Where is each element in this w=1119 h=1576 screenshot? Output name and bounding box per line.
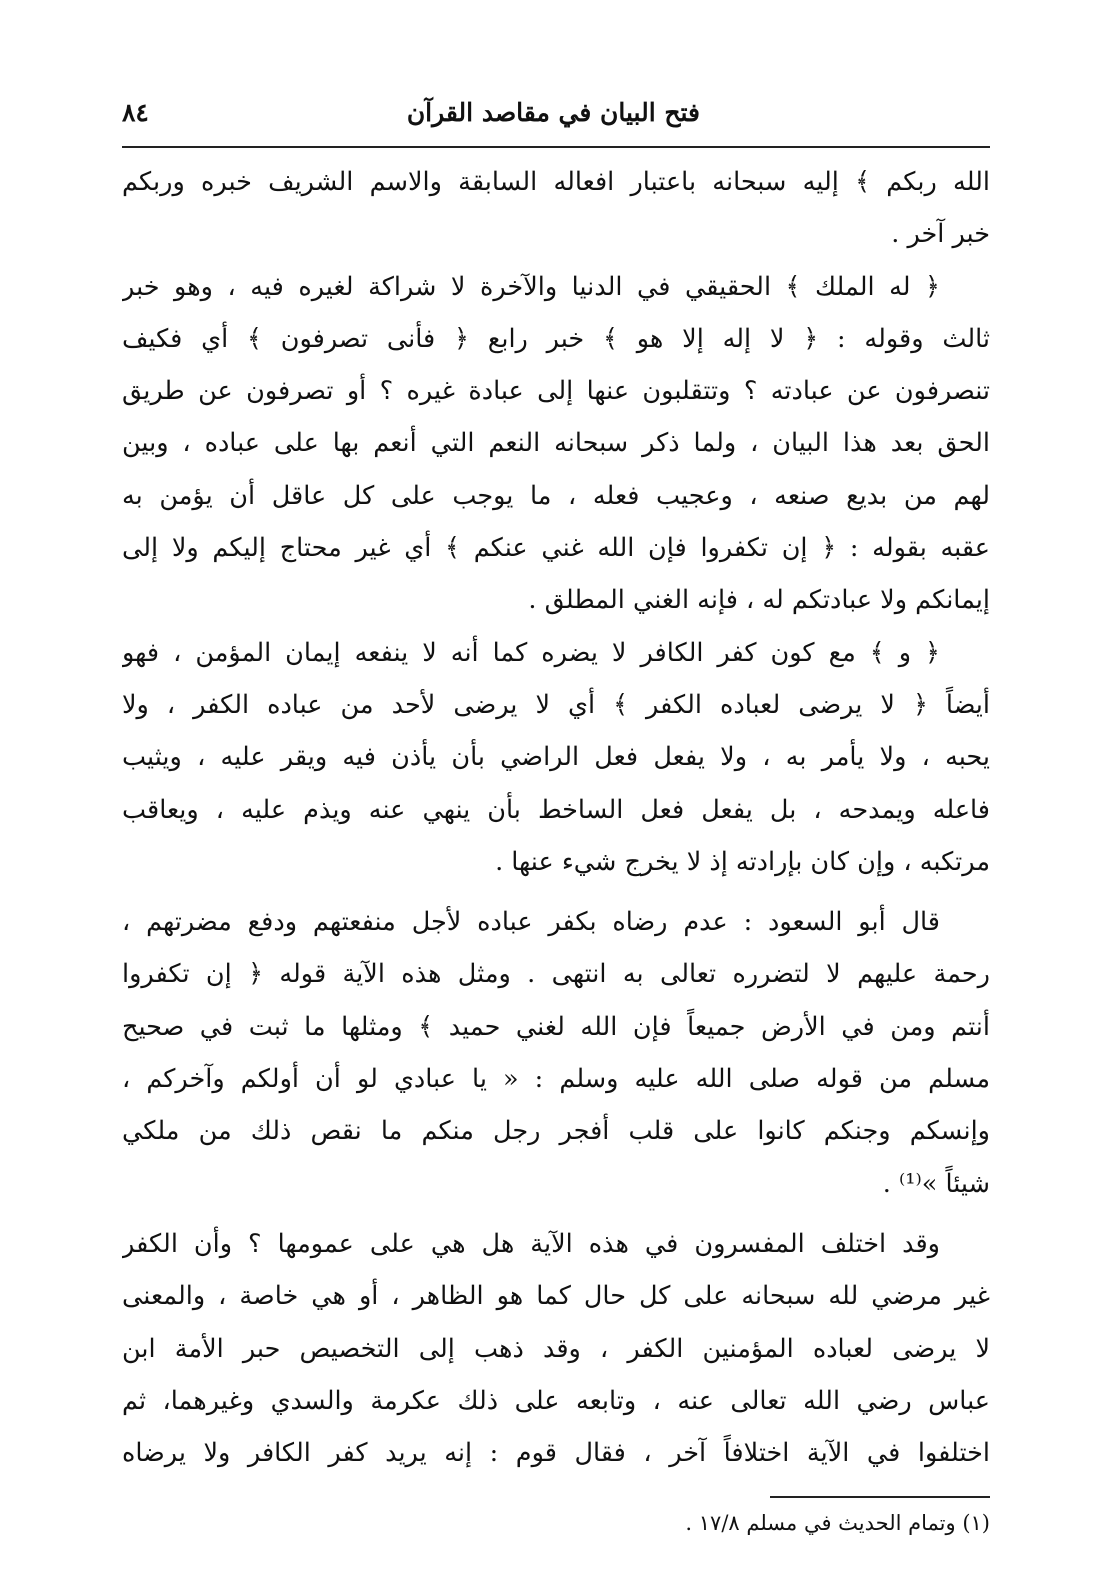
text-line: الحق بعد هذا البيان ، ولما ذكر سبحانه النعم التي أنعم بها على عباده ، وبين (122, 428, 990, 459)
text-line: ثالث وقوله : ﴿ لا إله إلا هو ﴾ خبر رابع ﴿ فأنى تصرفون ﴾ أي فكيف (122, 323, 990, 354)
footnote: (١) وتمام الحديث في مسلم ١٧/٨ . (685, 1511, 990, 1535)
text-line: عباس رضي الله تعالى عنه ، وتابعه على ذلك عكرمة والسدي وغيرهما، ثم (122, 1385, 990, 1416)
book-title: فتح البيان في مقاصد القرآن (406, 98, 700, 127)
text-line: إيمانكم ولا عبادتكم له ، فإنه الغني المطلق . (528, 585, 990, 616)
page-number: ٨٤ (122, 98, 149, 127)
text-line: مسلم من قوله صلى الله عليه وسلم : « يا عبادي لو أن أولكم وآخركم ، (122, 1064, 990, 1095)
page-header (122, 98, 990, 138)
text-line: تنصرفون عن عبادته ؟ وتتقلبون عنها إلى عبادة غيره ؟ أو تصرفون عن طريق (122, 376, 990, 407)
text-line: ﴿ و ﴾ مع كون كفر الكافر لا يضره كما أنه لا ينفعه إيمان المؤمن ، فهو (122, 637, 940, 668)
paragraph-gap (122, 888, 990, 896)
footnote-rule (770, 1496, 990, 1498)
text-line: فاعله ويمدحه ، بل يفعل فعل الساخط بأن ينهي عنه ويذم عليه ، ويعاقب (122, 794, 990, 825)
text-line: غير مرضي لله سبحانه على كل حال كما هو الظاهر ، أو هي خاصة ، والمعنى (122, 1281, 990, 1312)
text-line: ﴿ له الملك ﴾ الحقيقي في الدنيا والآخرة لا شراكة لغيره فيه ، وهو خبر (122, 271, 940, 302)
text-line: وإنسكم وجنكم كانوا على قلب أفجر رجل منكم ما نقص ذلك من ملكي (122, 1116, 990, 1147)
text-line: الله ربكم ﴾ إليه سبحانه باعتبار افعاله السابقة والاسم الشريف خبره وربكم (122, 167, 990, 197)
text-line: أنتم ومن في الأرض جميعاً فإن الله لغني حميد ﴾ ومثلها ما ثبت في صحيح (122, 1011, 990, 1042)
header-rule (122, 146, 990, 148)
body-text (122, 156, 990, 1479)
text-line: يحبه ، ولا يأمر به ، ولا يفعل فعل الراضي بأن يأذن فيه ويقر عليه ، ويثيب (122, 742, 990, 773)
text-line: أيضاً ﴿ لا يرضى لعباده الكفر ﴾ أي لا يرضى لأحد من عباده الكفر ، ولا (122, 689, 990, 720)
text-line: رحمة عليهم لا لتضرره تعالى به انتهى . ومثل هذه الآية قوله ﴿ إن تكفروا (122, 959, 990, 990)
text-line: عقبه بقوله : ﴿ إن تكفروا فإن الله غني عنكم ﴾ أي غير محتاج إليكم ولا إلى (122, 533, 990, 564)
text-line: اختلفوا في الآية اختلافاً آخر ، فقال قوم : إنه يريد كفر الكافر ولا يرضاه (122, 1438, 990, 1469)
text-line: وقد اختلف المفسرون في هذه الآية هل هي على عمومها ؟ وأن الكفر (122, 1228, 940, 1259)
text-line: قال أبو السعود : عدم رضاه بكفر عباده لأجل منفعتهم ودفع مضرتهم ، (122, 907, 940, 938)
text-line: لا يرضى لعباده المؤمنين الكفر ، وقد ذهب إلى التخصيص حبر الأمة ابن (122, 1333, 990, 1364)
text-line: مرتكبه ، وإن كان بإرادته إذ لا يخرج شيء عنها . (495, 846, 990, 877)
paragraph-gap (122, 1210, 990, 1218)
text-line: خبر آخر . (891, 219, 990, 250)
text-line: شيئاً »⁽¹⁾ . (882, 1168, 990, 1199)
text-line: لهم من بديع صنعه ، وعجيب فعله ، ما يوجب على كل عاقل أن يؤمن به (122, 480, 990, 511)
